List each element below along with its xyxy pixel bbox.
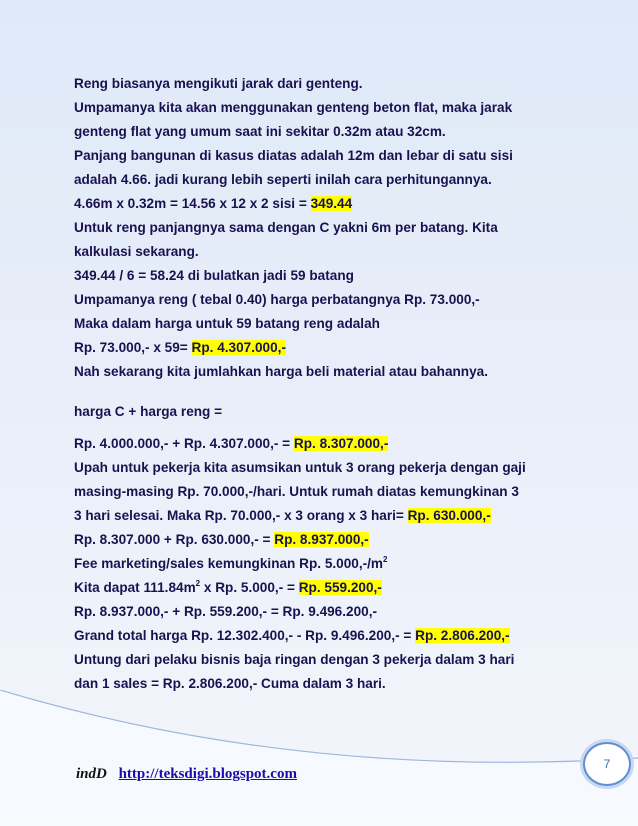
- text-line: [74, 432, 574, 456]
- highlighted-value: Rp. 8.937.000,-: [274, 532, 369, 547]
- text-line: [74, 216, 574, 240]
- text-span: adalah 4.66. jadi kurang lebih seperti inilah cara perhitungannya.: [74, 172, 492, 187]
- body-text: [74, 72, 574, 696]
- text-span: Upah untuk pekerja kita asumsikan untuk 3 orang pekerja dengan gaji: [74, 460, 526, 475]
- paragraph-gap: [74, 384, 574, 400]
- text-span: Rp. 4.000.000,- + Rp. 4.307.000,- =: [74, 436, 294, 451]
- text-span: Umpamanya kita akan menggunakan genteng beton flat, maka jarak: [74, 100, 513, 115]
- text-span: Kita dapat 111.84m: [74, 580, 196, 595]
- text-span: Nah sekarang kita jumlahkan harga beli material atau bahannya.: [74, 364, 489, 379]
- highlighted-value: Rp. 630.000,-: [407, 508, 491, 523]
- text-span: Rp. 8.937.000,- + Rp. 559.200,- = Rp. 9.496.200,-: [74, 604, 378, 619]
- text-span: 4.66m x 0.32m = 14.56 x 12 x 2 sisi =: [74, 196, 311, 211]
- text-line: [74, 624, 574, 648]
- text-line: [74, 552, 574, 576]
- text-line: [74, 600, 574, 624]
- text-line: [74, 168, 574, 192]
- text-span: harga C + harga reng =: [74, 404, 223, 419]
- page-number-badge: [583, 742, 631, 786]
- text-line: [74, 360, 574, 384]
- text-line: [74, 72, 574, 96]
- superscript: 2: [383, 555, 388, 564]
- text-line: [74, 120, 574, 144]
- footer-curve-decoration: [0, 690, 638, 826]
- text-line: [74, 192, 574, 216]
- highlighted-value: Rp. 4.307.000,-: [191, 340, 286, 355]
- text-span: masing-masing Rp. 70.000,-/hari. Untuk rumah diatas kemungkinan 3: [74, 484, 519, 499]
- text-line: [74, 312, 574, 336]
- text-span: dan 1 sales = Rp. 2.806.200,- Cuma dalam 3 hari.: [74, 676, 386, 691]
- page-number: 7: [603, 757, 611, 771]
- text-span: 349.44 / 6 = 58.24 di bulatkan jadi 59 batang: [74, 268, 354, 283]
- text-line: [74, 264, 574, 288]
- text-span: Rp. 73.000,- x 59=: [74, 340, 192, 355]
- text-span: Umpamanya reng ( tebal 0.40) harga perbatangnya Rp. 73.000,-: [74, 292, 480, 307]
- text-span: Panjang bangunan di kasus diatas adalah 12m dan lebar di satu sisi: [74, 148, 513, 163]
- footer-url-link[interactable]: http://teksdigi.blogspot.com: [118, 766, 297, 782]
- text-line: [74, 504, 574, 528]
- text-line: [74, 240, 574, 264]
- text-line: [74, 456, 574, 480]
- highlighted-value: Rp. 2.806.200,-: [415, 628, 510, 643]
- text-span: kalkulasi sekarang.: [74, 244, 199, 259]
- text-line: [74, 336, 574, 360]
- superscript: 2: [195, 579, 201, 588]
- text-span: Maka dalam harga untuk 59 batang reng adalah: [74, 316, 380, 331]
- text-line: [74, 576, 574, 600]
- text-line: [74, 480, 574, 504]
- paragraph-gap: [74, 424, 574, 432]
- text-line: [74, 288, 574, 312]
- highlighted-value: Rp. 559.200,-: [298, 580, 382, 595]
- text-span: genteng flat yang umum saat ini sekitar 0.32m atau 32cm.: [74, 124, 446, 139]
- text-line: [74, 96, 574, 120]
- text-span: Rp. 8.307.000 + Rp. 630.000,- =: [74, 532, 275, 547]
- text-line: [74, 528, 574, 552]
- text-span: Grand total harga Rp. 12.302.400,- - Rp. 9.496.200,- =: [74, 628, 416, 643]
- text-span: x Rp. 5.000,- =: [200, 580, 299, 595]
- highlighted-value: Rp. 8.307.000,-: [293, 436, 389, 451]
- text-span: Untung dari pelaku bisnis baja ringan dengan 3 pekerja dalam 3 hari: [74, 652, 515, 667]
- text-span: Reng biasanya mengikuti jarak dari genteng.: [74, 76, 363, 91]
- text-line: [74, 400, 574, 424]
- text-span: Untuk reng panjangnya sama dengan C yakni 6m per batang. Kita: [74, 220, 498, 235]
- text-line: [74, 144, 574, 168]
- text-span: Fee marketing/sales kemungkinan Rp. 5.000,-/m: [74, 556, 383, 571]
- text-line: [74, 648, 574, 672]
- footer-brand: indD: [76, 766, 107, 782]
- text-span: 3 hari selesai. Maka Rp. 70.000,- x 3 orang x 3 hari=: [74, 508, 408, 523]
- footer: [76, 766, 297, 783]
- highlighted-value: 349.44: [310, 196, 353, 211]
